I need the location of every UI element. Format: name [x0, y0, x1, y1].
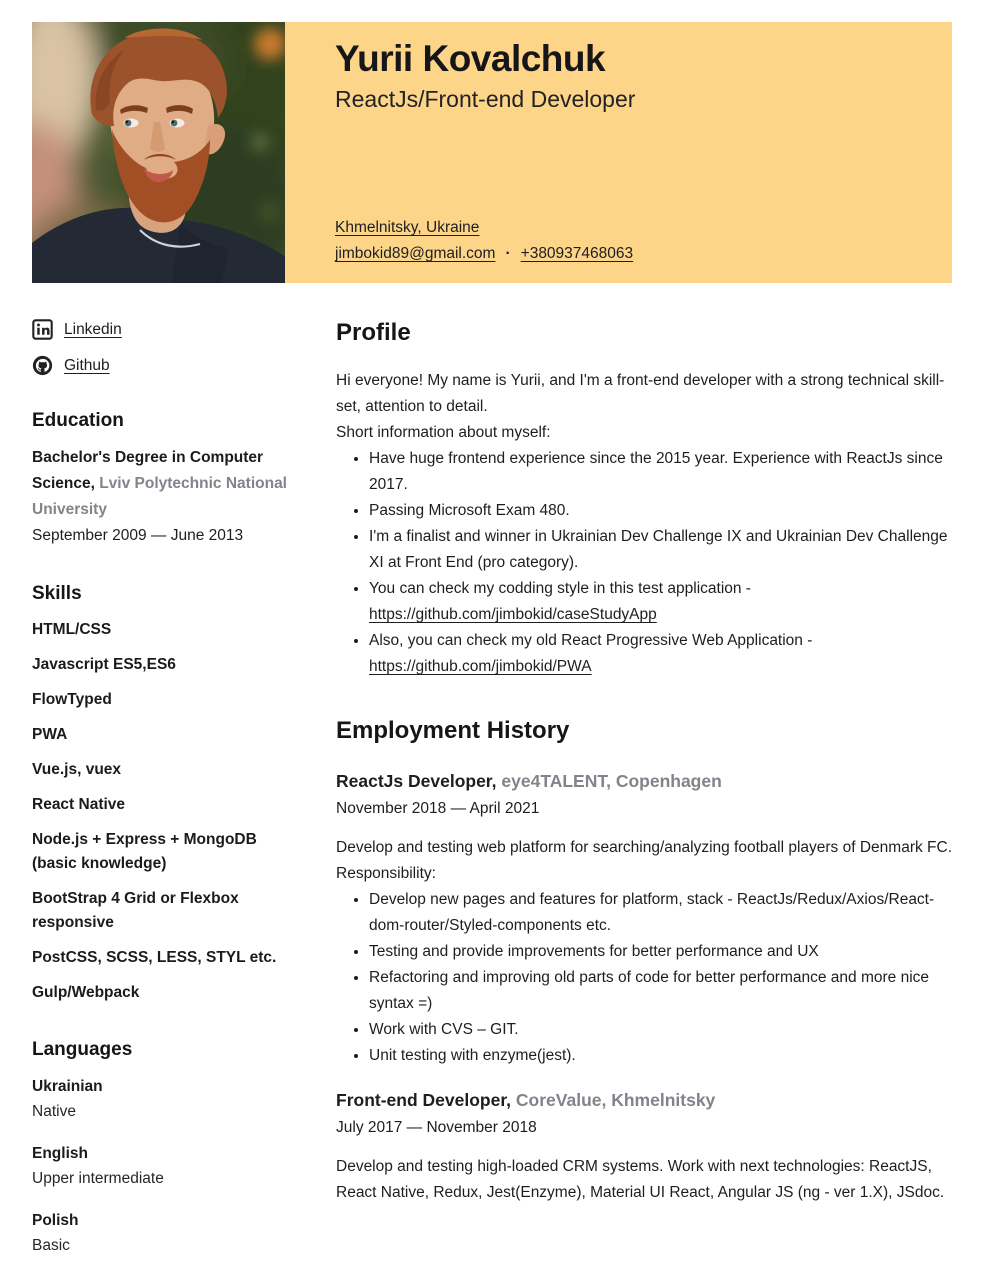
skill-item: Gulp/Webpack: [32, 984, 140, 1001]
profile-bullet: • You can check my codding style in this test application - https://github.com/jimbokid/caseStudyApp: [369, 576, 952, 628]
location-link[interactable]: Khmelnitsky, Ukraine: [335, 219, 480, 236]
job-entry: [336, 769, 952, 1069]
job-bullet: • Refactoring and improving old parts of code for better performance and more nice syntax =): [369, 965, 952, 1017]
social-links: [32, 319, 300, 376]
contact-row: [335, 241, 928, 267]
main-column: [336, 319, 952, 1275]
education-entry: [32, 445, 300, 523]
job-company: CoreValue, Khmelnitsky: [515, 1090, 716, 1110]
language-level: Upper intermediate: [32, 1170, 164, 1187]
employment-section: [336, 717, 952, 1206]
job-title: ReactJs/Front-end Developer: [335, 85, 636, 112]
skill-item: BootStrap 4 Grid or Flexbox responsive: [32, 890, 239, 931]
header-info: [285, 22, 952, 283]
header: [32, 22, 952, 283]
case-study-link[interactable]: https://github.com/jimbokid/caseStudyApp: [369, 606, 657, 623]
profile-bullet: • Also, you can check my old React Progressive Web Application - https://github.com/jimbokid/PWA: [369, 628, 952, 680]
job-bullet: • Develop new pages and features for platform, stack - ReactJs/Redux/Axios/React-dom-router/Styled-components etc.: [369, 887, 952, 939]
identity: [335, 38, 928, 113]
profile-bullets: [336, 446, 952, 680]
language-name: English: [32, 1145, 88, 1162]
github-icon: [32, 355, 53, 376]
location-row: [335, 215, 928, 241]
linkedin-row: [32, 319, 300, 340]
job-title-line: [336, 769, 952, 794]
job-bullet: • Testing and provide improvements for better performance and UX: [369, 939, 952, 965]
employment-heading: Employment History: [336, 717, 570, 744]
language-item: [32, 1208, 300, 1258]
job-bullet: • Unit testing with enzyme(jest).: [369, 1043, 952, 1069]
skill-item: PWA: [32, 726, 68, 743]
school-name: Lviv Polytechnic National University: [32, 475, 287, 518]
contact-block: [335, 215, 928, 267]
skill-item: PostCSS, SCSS, LESS, STYL etc.: [32, 949, 277, 966]
portrait-illustration: [32, 22, 285, 283]
language-name: Polish: [32, 1212, 79, 1229]
job-title-line: [336, 1088, 952, 1113]
responsibility-label: Responsibility:: [336, 865, 436, 882]
job-dates: November 2018 — April 2021: [336, 800, 540, 817]
languages-heading: Languages: [32, 1039, 133, 1060]
profile-photo: [32, 22, 285, 283]
job-role: Front-end Developer,: [336, 1090, 512, 1110]
github-link[interactable]: Github: [64, 356, 110, 374]
contact-separator: ·: [505, 245, 511, 262]
email-link[interactable]: jimbokid89@gmail.com: [335, 245, 496, 262]
profile-bullet: • I'm a finalist and winner in Ukrainian Dev Challenge IX and Ukrainian Dev Challenge XI at Front End (pro category).: [369, 524, 952, 576]
job-dates: July 2017 — November 2018: [336, 1119, 537, 1136]
profile-heading: Profile: [336, 319, 411, 346]
profile-section: [336, 319, 952, 680]
job-entry: [336, 1088, 952, 1206]
sidebar: [32, 319, 336, 1275]
content-columns: [32, 319, 952, 1275]
skill-item: React Native: [32, 796, 126, 813]
job-description: Develop and testing web platform for searching/analyzing football players of Denmark FC. Responsibility:: [336, 839, 953, 882]
skills-section: [32, 583, 300, 1005]
language-item: [32, 1141, 300, 1191]
skills-heading: Skills: [32, 583, 82, 604]
skill-item: Vue.js, vuex: [32, 761, 122, 778]
phone-link[interactable]: +380937468063: [520, 245, 634, 262]
skills-list: [32, 618, 300, 1005]
linkedin-icon: [32, 319, 53, 340]
linkedin-link[interactable]: Linkedin: [64, 320, 122, 338]
job-role: ReactJs Developer,: [336, 771, 497, 791]
skill-item: FlowTyped: [32, 691, 112, 708]
job-bullets: [336, 887, 952, 1069]
job-description: Develop and testing high-loaded CRM systems. Work with next technologies: ReactJS, React Native, Redux, Jest(Enzyme), Material UI React, Angular JS (ng - ver 1.X), JSdoc.: [336, 1158, 945, 1201]
page-title: Yurii Kovalchuk: [335, 38, 606, 79]
language-name: Ukrainian: [32, 1078, 103, 1095]
language-level: Basic: [32, 1237, 70, 1254]
job-company: eye4TALENT, Copenhagen: [501, 771, 722, 791]
profile-intro-line2: Short information about myself:: [336, 424, 551, 441]
languages-section: [32, 1039, 300, 1258]
language-item: [32, 1074, 300, 1124]
pwa-link[interactable]: https://github.com/jimbokid/PWA: [369, 658, 592, 675]
skill-item: Javascript ES5,ES6: [32, 656, 176, 673]
github-row: [32, 355, 300, 376]
profile-bullet: • Have huge frontend experience since the 2015 year. Experience with ReactJs since 2017.: [369, 446, 952, 498]
profile-bullet: • Passing Microsoft Exam 480.: [369, 498, 952, 524]
degree-name: Bachelor's Degree in Computer Science,: [32, 449, 264, 492]
job-bullet: • Work with CVS – GIT.: [369, 1017, 952, 1043]
education-dates: September 2009 — June 2013: [32, 527, 244, 544]
language-level: Native: [32, 1103, 76, 1120]
skill-item: Node.js + Express + MongoDB (basic knowledge): [32, 831, 257, 872]
skill-item: HTML/CSS: [32, 621, 112, 638]
profile-intro-line1: Hi everyone! My name is Yurii, and I'm a front-end developer with a strong technical skill-set, attention to detail.: [336, 372, 945, 415]
education-section: [32, 410, 300, 549]
education-heading: Education: [32, 410, 124, 431]
profile-intro: [336, 368, 952, 446]
